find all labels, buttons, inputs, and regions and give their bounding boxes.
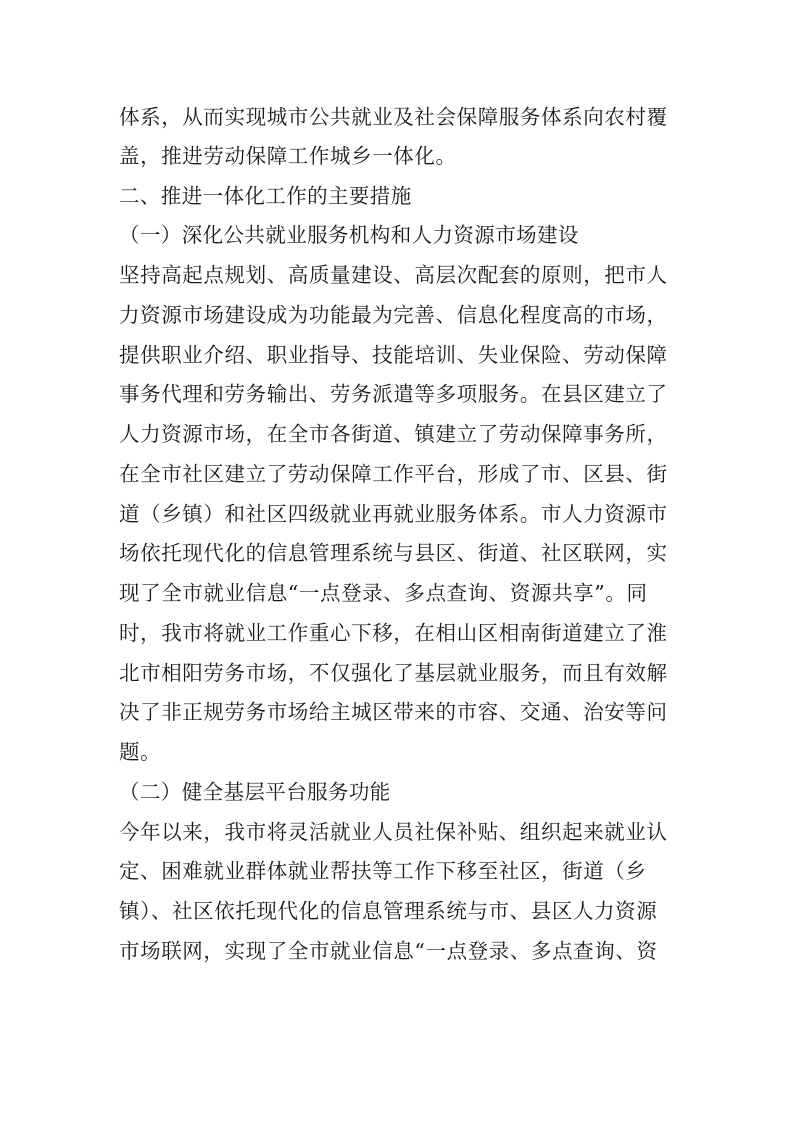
- text-line: 今年以来，我市将灵活就业人员社保补贴、组织起来就业认: [119, 820, 668, 844]
- text-line: 盖，推进劳动保障工作城乡一体化。: [119, 144, 457, 168]
- text-line: 市场联网，实现了全市就业信息“一点登录、多点查询、资: [119, 939, 658, 963]
- text-line: 定、困难就业群体就业帮扶等工作下移至社区，街道（乡: [119, 859, 647, 883]
- text-line: 场依托现代化的信息管理系统与县区、街道、社区联网，实: [119, 541, 668, 565]
- text-line: 坚持高起点规划、高质量建设、高层次配套的原则，把市人: [119, 263, 668, 287]
- text-line: 北市相阳劳务市场，不仅强化了基层就业服务，而且有效解: [119, 661, 668, 685]
- subsection-heading: （二）健全基层平台服务功能: [119, 780, 391, 804]
- text-line: 时，我市将就业工作重心下移，在相山区相南街道建立了淮: [119, 621, 668, 645]
- section-heading: 二、推进一体化工作的主要措施: [119, 184, 412, 208]
- text-line: 力资源市场建设成为功能最为完善、信息化程度高的市场，: [119, 303, 668, 327]
- text-line: 镇）、社区依托现代化的信息管理系统与市、县区人力资源: [119, 899, 658, 923]
- text-line: 决了非正规劳务市场给主城区带来的市容、交通、治安等问: [119, 700, 668, 724]
- text-line: 人力资源市场，在全市各街道、镇建立了劳动保障事务所，: [119, 422, 668, 446]
- text-line: 事务代理和劳务输出、劳务派遣等多项服务。在县区建立了: [119, 382, 668, 406]
- text-line: 现了全市就业信息“一点登录、多点查询、资源共享”。同: [119, 581, 648, 605]
- text-line: 道（乡镇）和社区四级就业再就业服务体系。市人力资源市: [119, 502, 668, 526]
- text-line: 题。: [119, 740, 162, 764]
- subsection-heading: （一）深化公共就业服务机构和人力资源市场建设: [119, 223, 579, 247]
- text-line: 在全市社区建立了劳动保障工作平台，形成了市、区县、街: [119, 462, 668, 486]
- text-line: 体系，从而实现城市公共就业及社会保障服务体系向农村覆: [119, 105, 668, 129]
- text-line: 提供职业介绍、职业指导、技能培训、失业保险、劳动保障: [119, 343, 668, 367]
